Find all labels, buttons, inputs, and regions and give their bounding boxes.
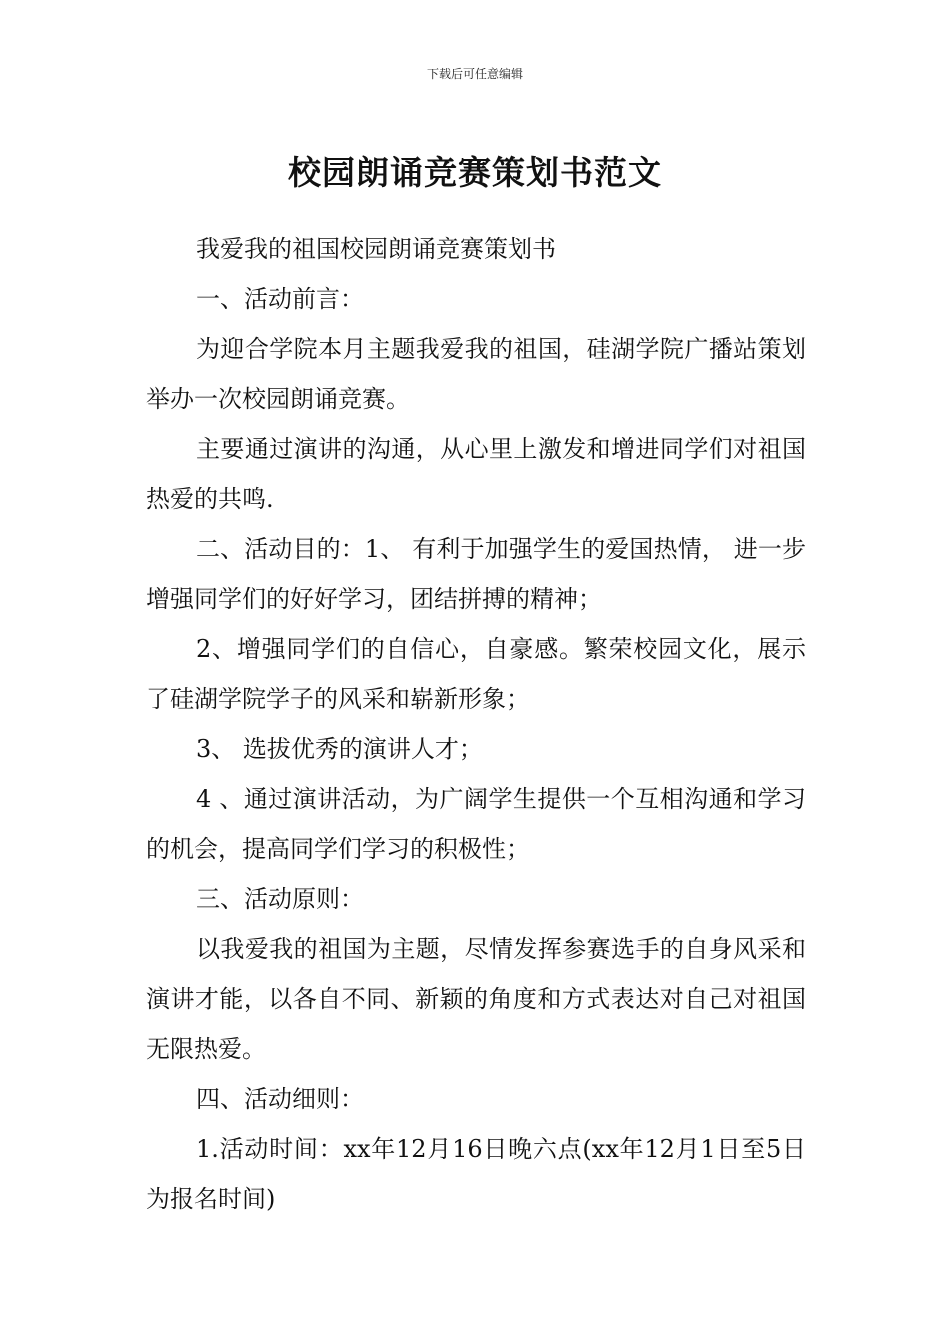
section-heading-principles: 三、活动原则： xyxy=(196,885,364,913)
paragraph-purpose-1: 二、活动目的：1、 有利于加强学生的爱国热情， 进一步增强同学们的好好学习，团结拼搏的精神； xyxy=(146,535,806,613)
paragraph-purpose-3: 3、 选拔优秀的演讲人才； xyxy=(196,735,483,763)
document-title: 校园朗诵竞赛策划书范文 xyxy=(288,153,662,193)
header-note: 下载后可任意编辑 xyxy=(426,67,523,81)
section-heading-rules: 四、活动细则： xyxy=(196,1085,364,1113)
paragraph-preface-2: 主要通过演讲的沟通，从心里上激发和增进同学们对祖国热爱的共鸣. xyxy=(146,435,806,513)
document-body xyxy=(146,224,806,1224)
paragraph-purpose-2: 2、增强同学们的自信心，自豪感。繁荣校园文化，展示了硅湖学院学子的风采和崭新形象； xyxy=(146,635,806,713)
paragraph-preface-1: 为迎合学院本月主题我爱我的祖国，硅湖学院广播站策划举办一次校园朗诵竞赛。 xyxy=(146,335,806,413)
paragraph-subtitle: 我爱我的祖国校园朗诵竞赛策划书 xyxy=(196,235,556,263)
paragraph-purpose-4: 4 、通过演讲活动，为广阔学生提供一个互相沟通和学习的机会，提高同学们学习的积极性； xyxy=(146,785,806,863)
paragraph-rules-time: 1.活动时间：xx年12月16日晚六点(xx年12月1日至5日为报名时间) xyxy=(146,1135,806,1213)
paragraph-principles: 以我爱我的祖国为主题，尽情发挥参赛选手的自身风采和演讲才能，以各自不同、新颖的角度和方式表达对自己对祖国无限热爱。 xyxy=(146,935,806,1063)
section-heading-preface: 一、活动前言： xyxy=(196,285,364,313)
